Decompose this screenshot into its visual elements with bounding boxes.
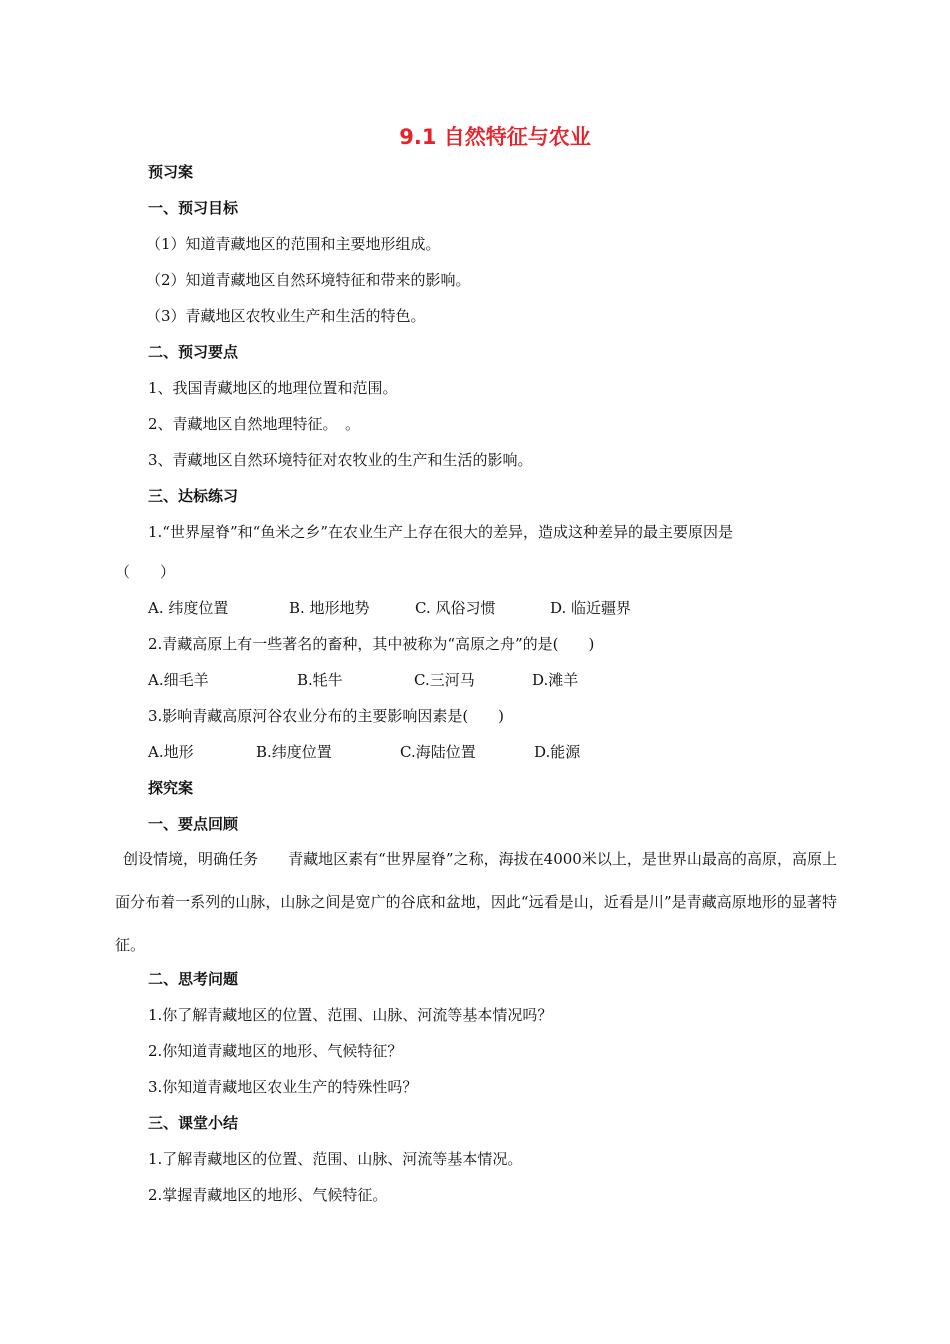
point-item-2: 2、青藏地区自然地理特征。 。 xyxy=(148,415,361,433)
q2-option-d: D.滩羊 xyxy=(532,671,579,689)
points-heading: 二、预习要点 xyxy=(148,343,239,361)
question-3-text: 3.影响青藏高原河谷农业分布的主要影响因素是( ) xyxy=(148,707,505,725)
think-question-2: 2.你知道青藏地区的地形、气候特征？ xyxy=(148,1042,403,1060)
q2-option-b: B.牦牛 xyxy=(297,671,343,689)
summary-heading: 三、课堂小结 xyxy=(148,1114,239,1132)
q1-option-b: B. 地形地势 xyxy=(289,599,370,617)
q1-option-d: D. 临近疆界 xyxy=(550,599,632,617)
page-title: 9.1 自然特征与农业 xyxy=(399,125,591,149)
goal-item-2: （2）知道青藏地区自然环境特征和带来的影响。 xyxy=(146,271,471,289)
questions-heading: 二、思考问题 xyxy=(148,970,239,988)
point-item-1: 1、我国青藏地区的地理位置和范围。 xyxy=(148,379,398,397)
question-1-text: 1.“世界屋脊”和“鱼米之乡”在农业生产上存在很大的差异，造成这种差异的最主要原因是 xyxy=(148,523,733,541)
question-1-paren: （ ） xyxy=(115,563,176,581)
q1-option-c: C. 风俗习惯 xyxy=(415,599,496,617)
explore-heading: 探究案 xyxy=(148,779,194,797)
goals-heading: 一、预习目标 xyxy=(148,199,239,217)
goal-item-1: （1）知道青藏地区的范围和主要地形组成。 xyxy=(146,235,441,253)
q2-option-a: A.细毛羊 xyxy=(148,671,209,689)
exercises-heading: 三、达标练习 xyxy=(148,487,239,505)
q3-option-a: A.地形 xyxy=(148,743,194,761)
question-2-text: 2.青藏高原上有一些著名的畜种，其中被称为“高原之舟”的是( ) xyxy=(148,635,595,653)
question-3-options xyxy=(148,742,848,762)
summary-item-1: 1.了解青藏地区的位置、范围、山脉、河流等基本情况。 xyxy=(148,1150,523,1168)
preview-heading: 预习案 xyxy=(148,163,194,181)
goal-item-3: （3）青藏地区农牧业生产和生活的特色。 xyxy=(146,307,426,325)
point-item-3: 3、青藏地区自然环境特征对农牧业的生产和生活的影响。 xyxy=(148,451,533,469)
review-paragraph: 创设情境，明确任务 青藏地区素有“世界屋脊”之称，海拔在4000米以上，是世界山最高的高原，高原上面分布着一系列的山脉，山脉之间是宽广的谷底和盆地，因此“远看是山，近看是川”是青藏高原地形的显著特征。 xyxy=(115,850,837,954)
q1-option-a: A. 纬度位置 xyxy=(148,599,229,617)
think-question-3: 3.你知道青藏地区农业生产的特殊性吗？ xyxy=(148,1078,418,1096)
question-2-options xyxy=(148,670,848,690)
q3-option-c: C.海陆位置 xyxy=(400,743,476,761)
summary-item-2: 2.掌握青藏地区的地形、气候特征。 xyxy=(148,1186,388,1204)
question-1-options xyxy=(148,598,848,618)
q3-option-b: B.纬度位置 xyxy=(256,743,332,761)
review-heading: 一、要点回顾 xyxy=(148,815,239,833)
think-question-1: 1.你了解青藏地区的位置、范围、山脉、河流等基本情况吗？ xyxy=(148,1006,553,1024)
point-item-2-text: 2、青藏地区自然地理特征。 xyxy=(148,415,331,433)
q2-option-c: C.三河马 xyxy=(414,671,475,689)
q3-option-d: D.能源 xyxy=(534,743,581,761)
